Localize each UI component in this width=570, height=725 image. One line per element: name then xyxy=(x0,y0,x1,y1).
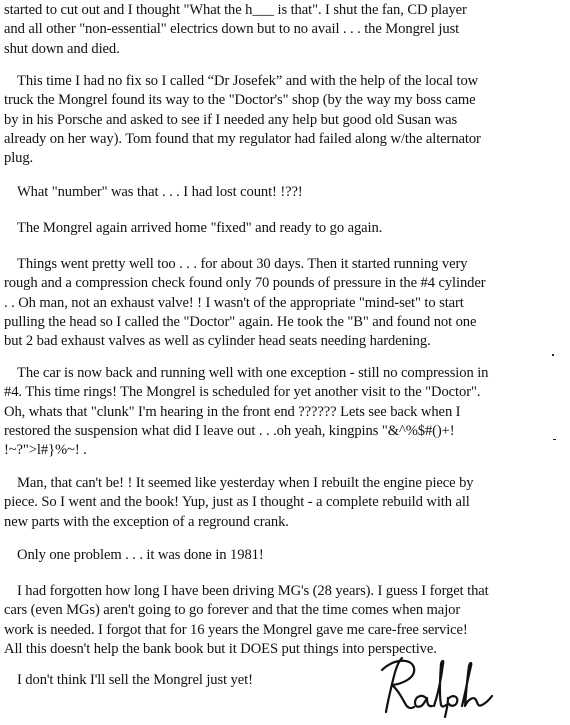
handwritten-signature xyxy=(372,652,496,718)
paragraph-arrived-home: The Mongrel again arrived home "fixed" and ready to go again. xyxy=(17,220,383,236)
paragraph-engine-rebuild: Man, that can't be! ! It seemed like yesterday when I rebuilt the engine piece by piece. So I went and the book! Yup, just as I thought - a complete rebuild with all new parts with the exception of a reground crank. xyxy=(4,475,474,530)
paragraph-lost-count: What "number" was that . . . I had lost count! !??! xyxy=(17,184,303,200)
paragraph-driving-mgs: I had forgotten how long I have been driving MG's (28 years). I guess I forget that cars (even MGs) aren't going to go forever and that the time comes when major work is needed. I forgot that for 16 years the Mongrel gave me care-free service! All this doesn't help the bank book but it DOES put things into perspective. xyxy=(4,583,489,657)
scan-speck xyxy=(552,354,554,356)
paragraph-rings-and-kingpins: The car is now back and running well with one exception - still no compression in #4. This time rings! The Mongrel is scheduled for yet another visit to the "Doctor". Oh, whats that "clunk" I'm hearing in the front end ?????? Lets see back when I restored the suspension what did I leave out . . .oh yeah, kingpins "&^%$#()+! !~?">l#}%~! . xyxy=(4,365,489,459)
paragraph-exhaust-valves: Things went pretty well too . . . for about 30 days. Then it started running very rough and a compression check found only 70 pounds of pressure in the #4 cylinder . . Oh man, not an exhaust valve! ! I wasn't of the appropriate "mind-set" to start pulling the head so I called the "Doctor" again. He took the "B" and found not one but 2 bad exhaust valves as well as cylinder head seats needing hardening. xyxy=(4,256,486,350)
scan-speck xyxy=(553,439,556,440)
paragraph-not-selling: I don't think I'll sell the Mongrel just yet! xyxy=(17,672,253,688)
paragraph-tow-to-doctor: This time I had no fix so I called “Dr Josefek” and with the help of the local tow truck the Mongrel found its way to the "Doctor's" shop (by the way my boss came by in his Porsche and asked to see if I needed any help but good old Susan was already on her way). Tom found that my regulator had failed along w/the alternator plug. xyxy=(4,73,481,167)
paragraph-done-in-1981: Only one problem . . . it was done in 1981! xyxy=(17,547,264,563)
paragraph-engine-cutout: started to cut out and I thought "What the h___ is that". I shut the fan, CD player and all other "non-essential" electrics down but to no avail . . . the Mongrel just shut down and died. xyxy=(4,2,467,57)
